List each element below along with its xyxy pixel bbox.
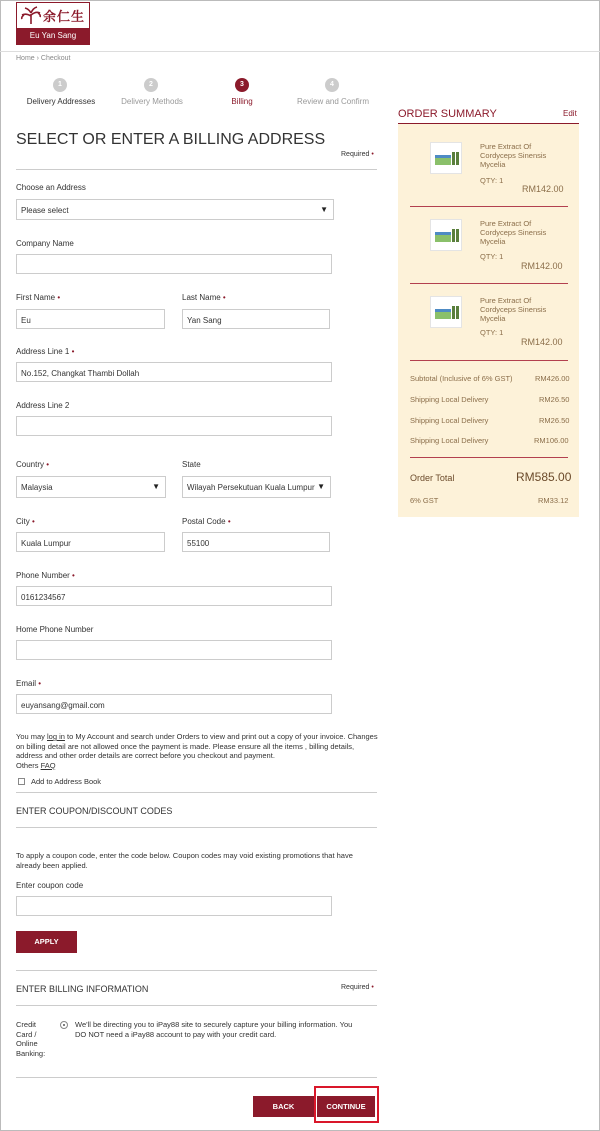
product-price: RM142.00	[522, 184, 564, 194]
country-select[interactable]	[16, 476, 166, 498]
product-name[interactable]: Pure Extract Of Cordyceps Sinensis Mycelia	[480, 296, 547, 323]
shipping-value: RM26.50	[539, 416, 570, 425]
step-1-label[interactable]: Delivery Addresses	[26, 97, 96, 106]
tree-icon	[20, 5, 42, 25]
product-box-icon	[431, 220, 461, 250]
add-to-address-book-label[interactable]: Add to Address Book	[31, 777, 102, 786]
shipping-value: RM106.00	[534, 436, 569, 445]
state-value: Wilayah Persekutuan Kuala Lumpur	[187, 483, 315, 492]
company-name-label: Company Name	[16, 239, 74, 248]
header-divider	[0, 51, 600, 52]
product-qty: QTY: 1	[480, 328, 504, 337]
first-name-label: First Name •	[16, 293, 61, 302]
choose-address-label: Choose an Address	[16, 183, 86, 192]
page-title: SELECT OR ENTER A BILLING ADDRESS	[16, 131, 326, 148]
country-value: Malaysia	[21, 483, 53, 492]
continue-button[interactable]: CONTINUE	[317, 1096, 375, 1117]
step-4-label: Review and Confirm	[296, 97, 370, 106]
payment-method-radio[interactable]	[60, 1021, 68, 1029]
phone-number-input[interactable]: 0161234567	[16, 586, 332, 606]
shipping-label: Shipping Local Delivery	[410, 416, 489, 425]
coupon-section-title: ENTER COUPON/DISCOUNT CODES	[16, 806, 173, 816]
section-divider	[16, 792, 377, 793]
coupon-code-input[interactable]	[16, 896, 332, 916]
email-input[interactable]: euyansang@gmail.com	[16, 694, 332, 714]
step-2-label[interactable]: Delivery Methods	[121, 97, 183, 106]
order-total-label: Order Total	[410, 473, 455, 483]
order-total-value: RM585.00	[516, 470, 572, 484]
product-image[interactable]	[430, 219, 462, 251]
email-label: Email •	[16, 679, 42, 688]
city-label: City •	[16, 517, 35, 526]
shipping-value: RM26.50	[539, 395, 570, 404]
coupon-description: To apply a coupon code, enter the code below. Coupon codes may void existing promotions that have already been applied.	[16, 851, 353, 870]
payment-method-label: Credit Card / Online Banking:	[16, 1020, 46, 1058]
order-summary-edit-link[interactable]: Edit	[563, 109, 577, 118]
address-line-2-label: Address Line 2	[16, 401, 70, 410]
product-qty: QTY: 1	[480, 252, 504, 261]
home-phone-input[interactable]	[16, 640, 332, 660]
step-4-number: 4	[325, 78, 339, 92]
address-line-2-input[interactable]	[16, 416, 332, 436]
order-summary-title: ORDER SUMMARY	[398, 108, 497, 120]
subtotal-label: Subtotal (Inclusive of 6% GST)	[410, 374, 513, 383]
product-price: RM142.00	[521, 261, 563, 271]
brand-logo[interactable]	[16, 2, 90, 45]
item-separator	[410, 360, 568, 361]
item-separator	[410, 206, 568, 207]
back-button[interactable]: BACK	[253, 1096, 314, 1117]
product-image[interactable]	[430, 296, 462, 328]
shipping-label: Shipping Local Delivery	[410, 395, 489, 404]
step-1-number[interactable]: 1	[53, 78, 67, 92]
gst-value: RM33.12	[538, 496, 569, 505]
last-name-label: Last Name •	[182, 293, 226, 302]
section-divider	[16, 970, 377, 971]
dropdown-arrow-icon: ▼	[152, 482, 160, 491]
step-3-label: Billing	[231, 97, 253, 106]
state-select[interactable]	[182, 476, 331, 498]
faq-link[interactable]: FAQ	[40, 760, 56, 770]
coupon-code-label: Enter coupon code	[16, 881, 84, 890]
choose-address-value: Please select	[21, 206, 69, 215]
add-to-address-book-checkbox[interactable]	[18, 778, 25, 785]
invoice-note: You may log in to My Account and search under Orders to view and print out a copy of your invoice. Changes on billing detail are not allowed once the payment is made. Please ensure all the items , billing details, address and other order details are correct before you checkout and payment. Others FAQ	[16, 732, 378, 770]
product-box-icon	[431, 297, 461, 327]
billing-section-title: ENTER BILLING INFORMATION	[16, 984, 149, 994]
billing-divider	[16, 1005, 377, 1006]
logo-top-panel	[16, 2, 90, 28]
product-box-icon	[431, 143, 461, 173]
address-line-1-input[interactable]: No.152, Changkat Thambi Dollah	[16, 362, 332, 382]
phone-number-label: Phone Number •	[16, 571, 75, 580]
step-2-number[interactable]: 2	[144, 78, 158, 92]
company-name-input[interactable]	[16, 254, 332, 274]
address-line-1-label: Address Line 1 •	[16, 347, 75, 356]
shipping-label: Shipping Local Delivery	[410, 436, 489, 445]
step-3-number: 3	[235, 78, 249, 92]
login-link[interactable]: log in	[47, 732, 65, 741]
actions-divider	[16, 1077, 377, 1078]
billing-required-note: Required •	[341, 984, 374, 991]
gst-label: 6% GST	[410, 496, 439, 505]
home-phone-label: Home Phone Number	[16, 625, 94, 634]
city-input[interactable]: Kuala Lumpur	[16, 532, 165, 552]
country-label: Country •	[16, 460, 50, 469]
coupon-divider	[16, 827, 377, 828]
payment-method-description: We'll be directing you to iPay88 site to securely capture your billing information. You DO NOT need a iPay88 account to pay with your credit card.	[75, 1020, 353, 1039]
last-name-input[interactable]: Yan Sang	[182, 309, 330, 329]
required-note: Required •	[341, 151, 374, 158]
product-image[interactable]	[430, 142, 462, 174]
logo-english-text: Eu Yan Sang	[29, 31, 77, 40]
radio-selected-dot	[63, 1024, 65, 1026]
item-separator	[410, 283, 568, 284]
choose-address-select[interactable]	[16, 199, 334, 220]
dropdown-arrow-icon: ▼	[320, 205, 328, 214]
first-name-input[interactable]: Eu	[16, 309, 165, 329]
product-name[interactable]: Pure Extract Of Cordyceps Sinensis Mycelia	[480, 142, 547, 169]
dropdown-arrow-icon: ▼	[317, 482, 325, 491]
product-qty: QTY: 1	[480, 176, 504, 185]
subtotal-value: RM426.00	[535, 374, 570, 383]
product-name[interactable]: Pure Extract Of Cordyceps Sinensis Mycelia	[480, 219, 547, 246]
breadcrumb[interactable]: Home › Checkout	[16, 55, 71, 62]
apply-coupon-button[interactable]: APPLY	[16, 931, 77, 953]
product-price: RM142.00	[521, 337, 563, 347]
title-divider	[16, 169, 377, 170]
logo-chinese-text: 余仁生	[43, 10, 86, 25]
postal-code-input[interactable]: 55100	[182, 532, 330, 552]
state-label: State	[182, 460, 201, 469]
postal-code-label: Postal Code •	[182, 517, 231, 526]
totals-separator	[410, 457, 568, 458]
